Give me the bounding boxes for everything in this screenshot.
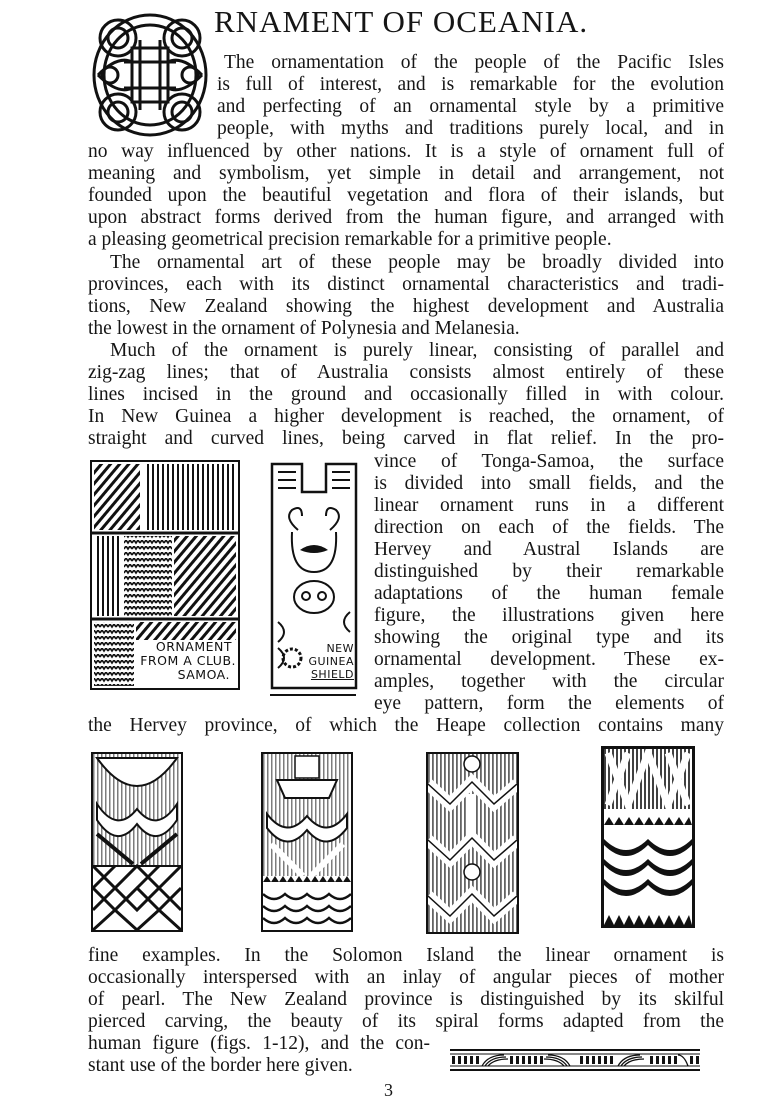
page-number: 3 <box>384 1080 393 1100</box>
shield-underline <box>270 694 356 696</box>
text-line: upon abstract forms derived from the human figure, and arranged with <box>88 207 724 228</box>
figure-new-guinea-shield <box>270 462 358 690</box>
text-line: direction on each of the fields. The <box>374 517 724 538</box>
text-line: stant use of the border here given. <box>88 1055 353 1076</box>
text-line: occasionally interspersed with an inlay of angular pieces of mother <box>88 967 724 988</box>
drop-cap-o-ornament <box>88 10 212 140</box>
text-line: The ornamental art of these people may be broadly divided into <box>110 252 724 273</box>
text-line: the lowest in the ornament of Polynesia and Melanesia. <box>88 318 520 339</box>
text-line: vince of Tonga-Samoa, the surface <box>374 451 724 472</box>
text-line: no way influenced by other nations. It is a style of ornament full of <box>88 141 724 162</box>
text-line: the Hervey province, of which the Heape collection contains many <box>88 715 724 736</box>
text-line: founded upon the beautiful vegetation and flora of their islands, but <box>88 185 724 206</box>
text-line: In New Guinea a higher development is reached, the ornament, of <box>88 406 724 427</box>
text-line: straight and curved lines, being carved in flat relief. In the pro- <box>88 428 724 449</box>
text-line: meaning and symbolism, yet simple in detail and arrangement, not <box>88 163 724 184</box>
text-line: adaptations of the human female <box>374 583 724 604</box>
text-line: is divided into small fields, and the <box>374 473 724 494</box>
text-line: is full of interest, and is remarkable for the evolution <box>217 74 724 95</box>
figure-new-zealand-border <box>450 1047 700 1073</box>
text-line: tions, New Zealand showing the highest development and Australia <box>88 296 724 317</box>
text-line: Hervey and Austral Islands are <box>374 539 724 560</box>
text-line: of pearl. The New Zealand province is distinguished by its skilful <box>88 989 724 1010</box>
text-line: lines incised in the ground and occasionally filled in with colour. <box>88 384 724 405</box>
text-line: people, with myths and traditions purely local, and in <box>217 118 724 139</box>
text-line: The ornamentation of the people of the Pacific Isles <box>224 52 724 73</box>
text-line: Much of the ornament is purely linear, consisting of parallel and <box>110 340 724 361</box>
hervey-panel-3 <box>426 752 519 934</box>
text-line: human figure (figs. 1-12), and the con- <box>88 1033 430 1054</box>
text-line: linear ornament runs in a different <box>374 495 724 516</box>
hervey-panel-4 <box>601 746 695 928</box>
text-line: zig-zag lines; that of Australia consists almost entirely of these <box>88 362 724 383</box>
text-line: pierced carving, the beauty of its spiral forms adapted from the <box>88 1011 724 1032</box>
new-guinea-shield-caption: NEW GUINEA SHIELD <box>304 642 354 681</box>
page-title: RNAMENT OF OCEANIA. <box>214 4 589 39</box>
text-line: a pleasing geometrical precision remarkable for a primitive people. <box>88 229 612 250</box>
text-line: figure, the illustrations given here <box>374 605 724 626</box>
text-line: eye pattern, form the elements of <box>374 693 724 714</box>
text-line: amples, together with the circular <box>374 671 724 692</box>
figure-samoa-club <box>90 460 240 690</box>
hervey-panel-2 <box>261 752 353 932</box>
text-line: and perfecting of an ornamental style by a primitive <box>217 96 724 117</box>
text-line: fine examples. In the Solomon Island the linear ornament is <box>88 945 724 966</box>
text-line: showing the original type and its <box>374 627 724 648</box>
text-line: provinces, each with its distinct ornamental characteristics and tradi- <box>88 274 724 295</box>
text-line: ornamental development. These ex- <box>374 649 724 670</box>
hervey-panel-1 <box>91 752 183 932</box>
text-line: distinguished by their remarkable <box>374 561 724 582</box>
samoa-club-caption: ORNAMENT FROM A CLUB. SAMOA. <box>136 640 236 682</box>
